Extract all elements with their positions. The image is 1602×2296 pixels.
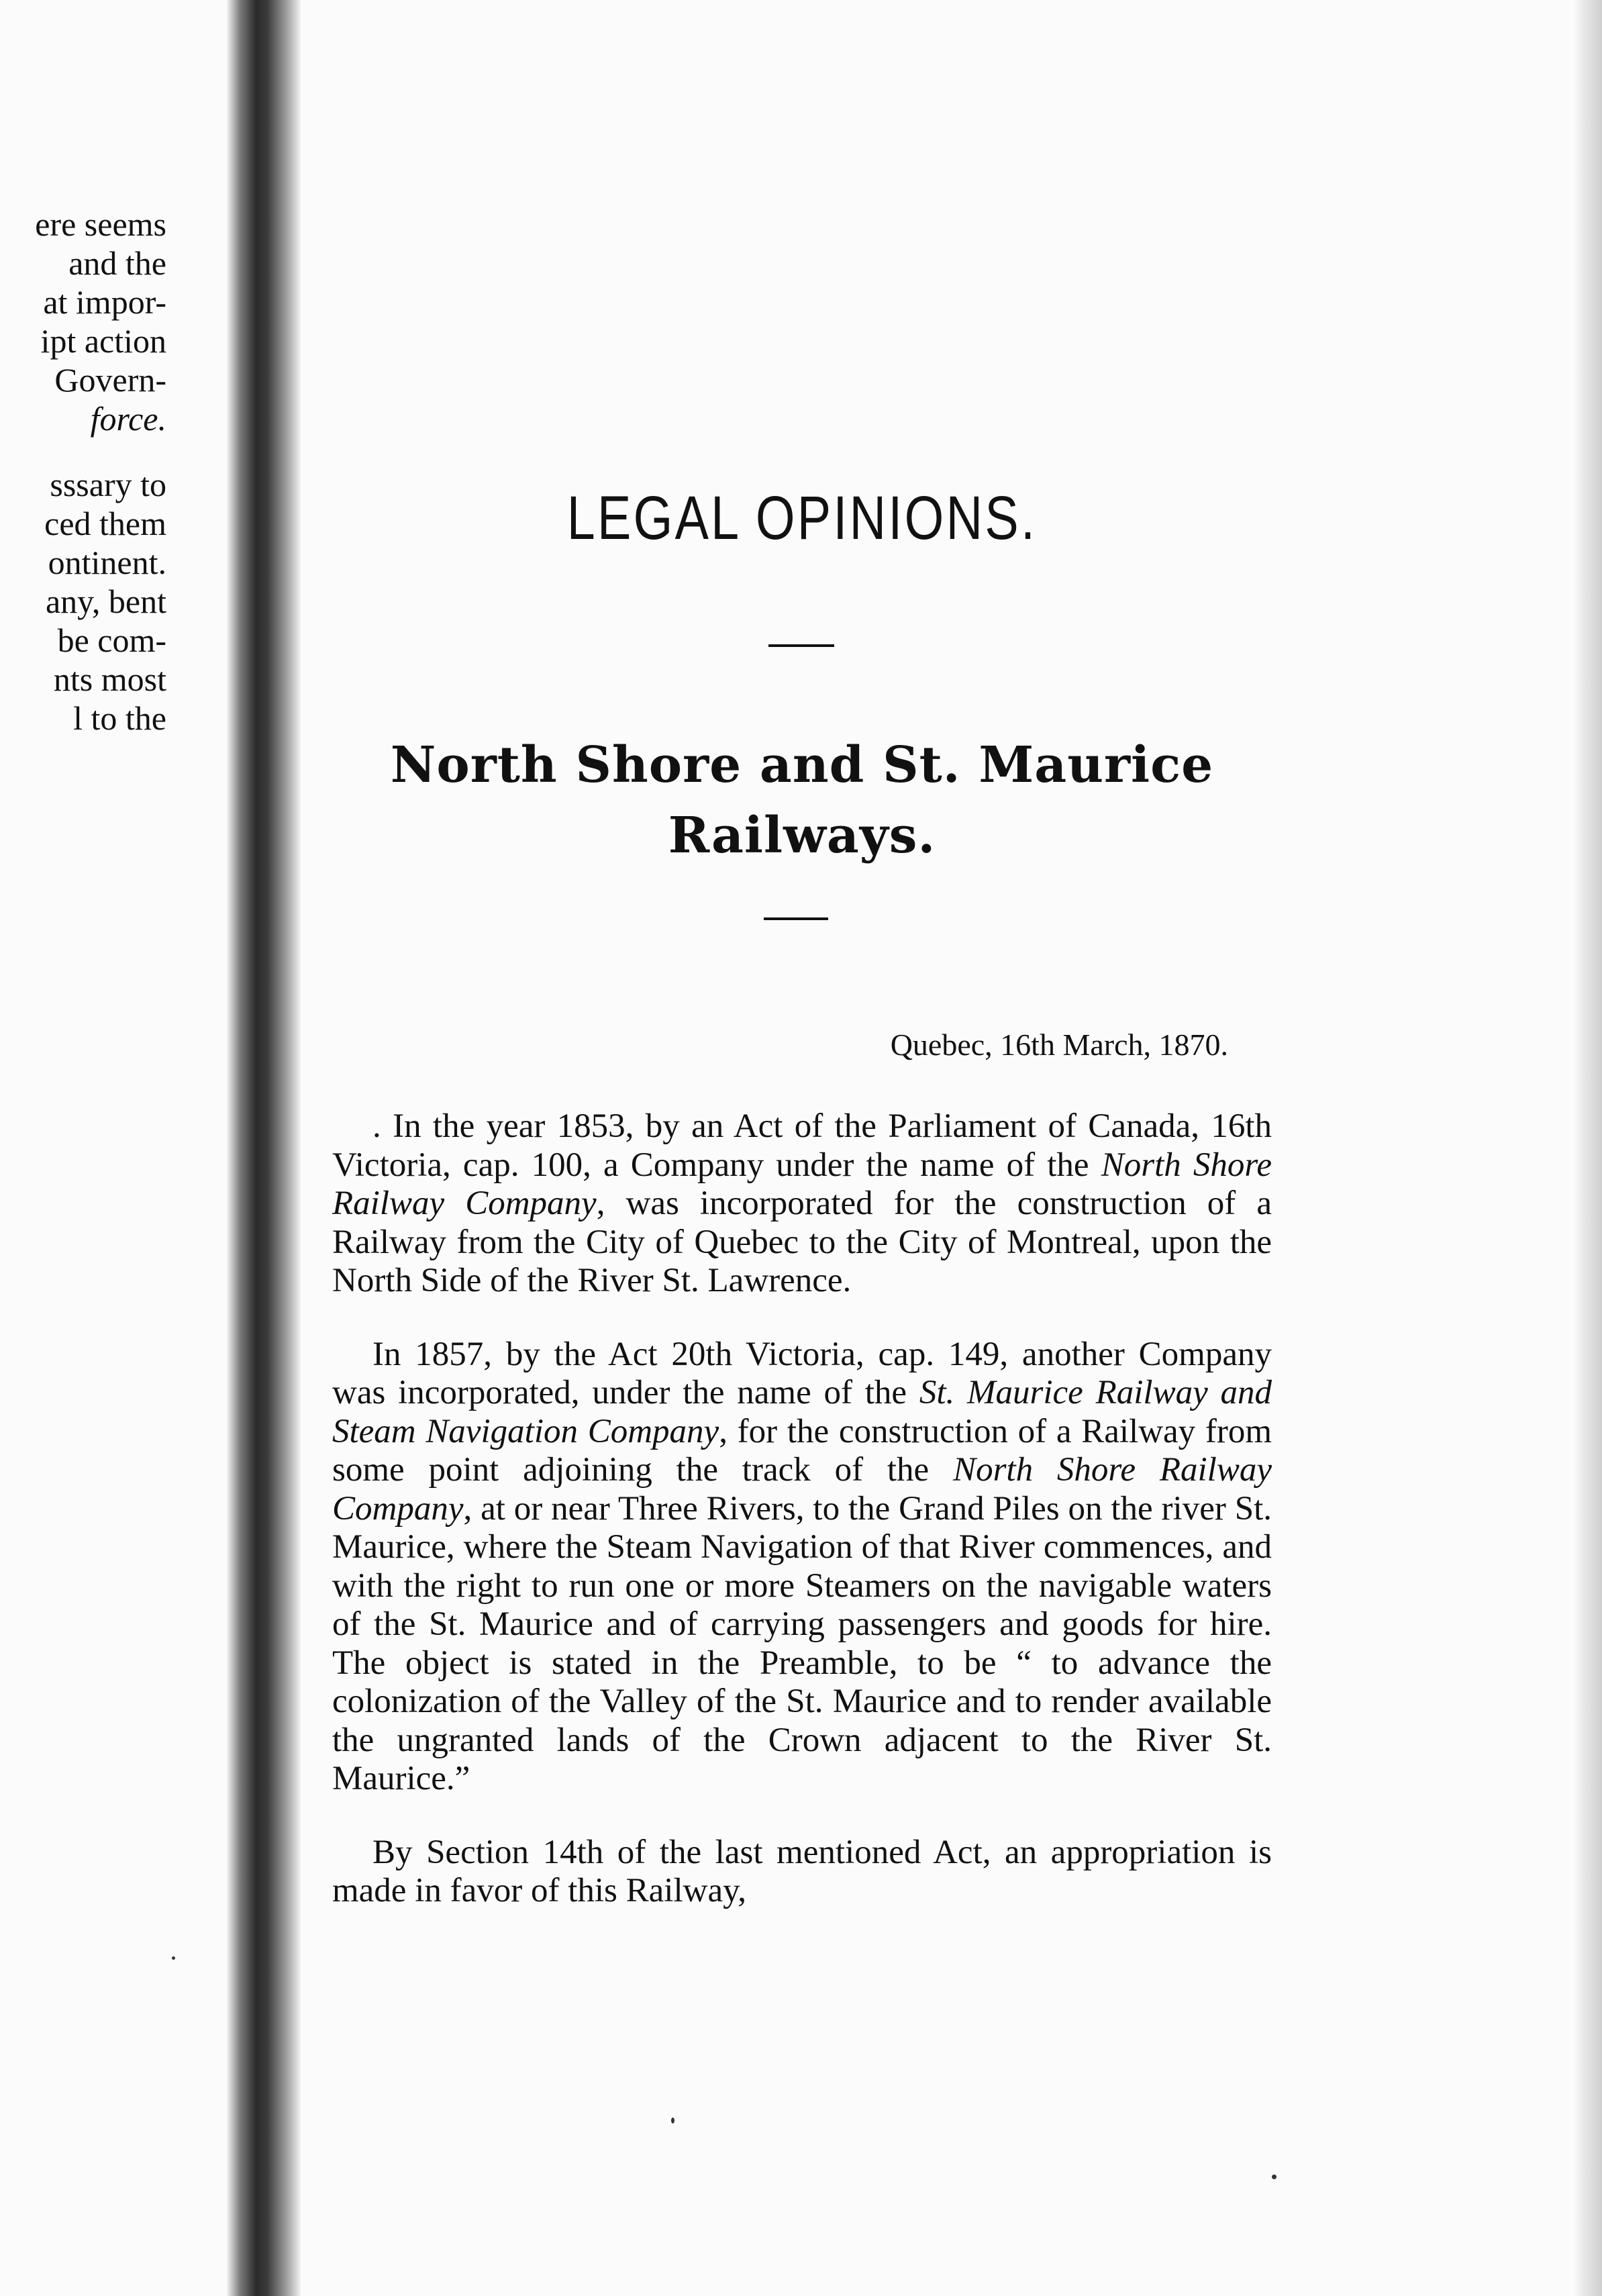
binding-gutter	[227, 0, 301, 2296]
main-page	[332, 0, 1272, 2296]
facing-line-italic: force.	[90, 400, 166, 438]
facing-line: and the	[68, 244, 166, 282]
p1-text: . In the year 1853, by an Act of the Parliament of Canada, 16th Victoria, cap. 100, a Company under the name of the	[332, 1107, 1272, 1184]
facing-page-fragment	[0, 205, 166, 738]
facing-line: sssary to	[50, 466, 166, 503]
facing-line: ipt action	[40, 322, 166, 360]
heading-rule	[764, 917, 828, 920]
facing-line: nts most	[53, 660, 166, 698]
facing-line: be com-	[57, 621, 166, 659]
print-speck	[1272, 2175, 1276, 2179]
p2-text: , for the construction of a Railway from some point adjoining the track of the	[332, 1412, 1272, 1489]
heading-line-2: Railways.	[668, 807, 936, 864]
paragraph-3: By Section 14th of the last mentioned Act, an appropriation is made in favor of this Railway,	[332, 1833, 1272, 1909]
dateline: Quebec, 16th March, 1870.	[890, 1028, 1228, 1062]
p2-text: In 1857, by the Act 20th Victoria, cap. 149, another Company was incorporated, under the name of the	[332, 1335, 1272, 1411]
page-edge-shadow	[1571, 0, 1602, 2296]
paragraph-1	[332, 1107, 1272, 1301]
facing-line: Govern-	[54, 361, 166, 399]
p2-text: , at or near Three Rivers, to the Grand Piles on the river St. Maurice, where the Steam Navigation of that River commences, and with the right to run one or more Steamers on the navigable waters of the St. Maurice and of carrying passengers and goods for hire. The object is stated in the Preamble, to be “ to advance the colonization of the Valley of the St. Maurice and to render available the ungranted lands of the Crown adjacent to the River St. Maurice.”	[332, 1489, 1272, 1797]
facing-line: any, bent	[45, 583, 166, 620]
p1-italic-company: North Shore Railway Company	[332, 1146, 1272, 1222]
page-title: LEGAL OPINIONS.	[566, 484, 1038, 552]
facing-paragraph-gap	[0, 438, 166, 465]
facing-line: at impor-	[43, 283, 166, 321]
paragraph-2	[332, 1336, 1272, 1799]
print-speck	[671, 2117, 674, 2124]
print-speck	[172, 1956, 175, 1960]
facing-line: ontinent.	[48, 544, 166, 581]
section-heading	[332, 730, 1272, 871]
heading-line-1: North Shore and St. Maurice	[390, 736, 1214, 794]
title-rule	[768, 644, 834, 647]
p2-italic-company: St. Maurice Railway and Steam Navigation Company	[332, 1374, 1272, 1450]
body-text	[332, 1107, 1272, 1946]
facing-line: ere seems	[35, 205, 166, 243]
facing-line: l to the	[73, 699, 166, 737]
p1-text: , was incorporated for the construction of a Railway from the City of Quebec to the City of Montreal, upon the North Side of the River St. Lawrence.	[332, 1185, 1272, 1299]
p2-italic-company: North Shore Railway Company	[332, 1451, 1272, 1528]
facing-line: ced them	[44, 505, 166, 542]
